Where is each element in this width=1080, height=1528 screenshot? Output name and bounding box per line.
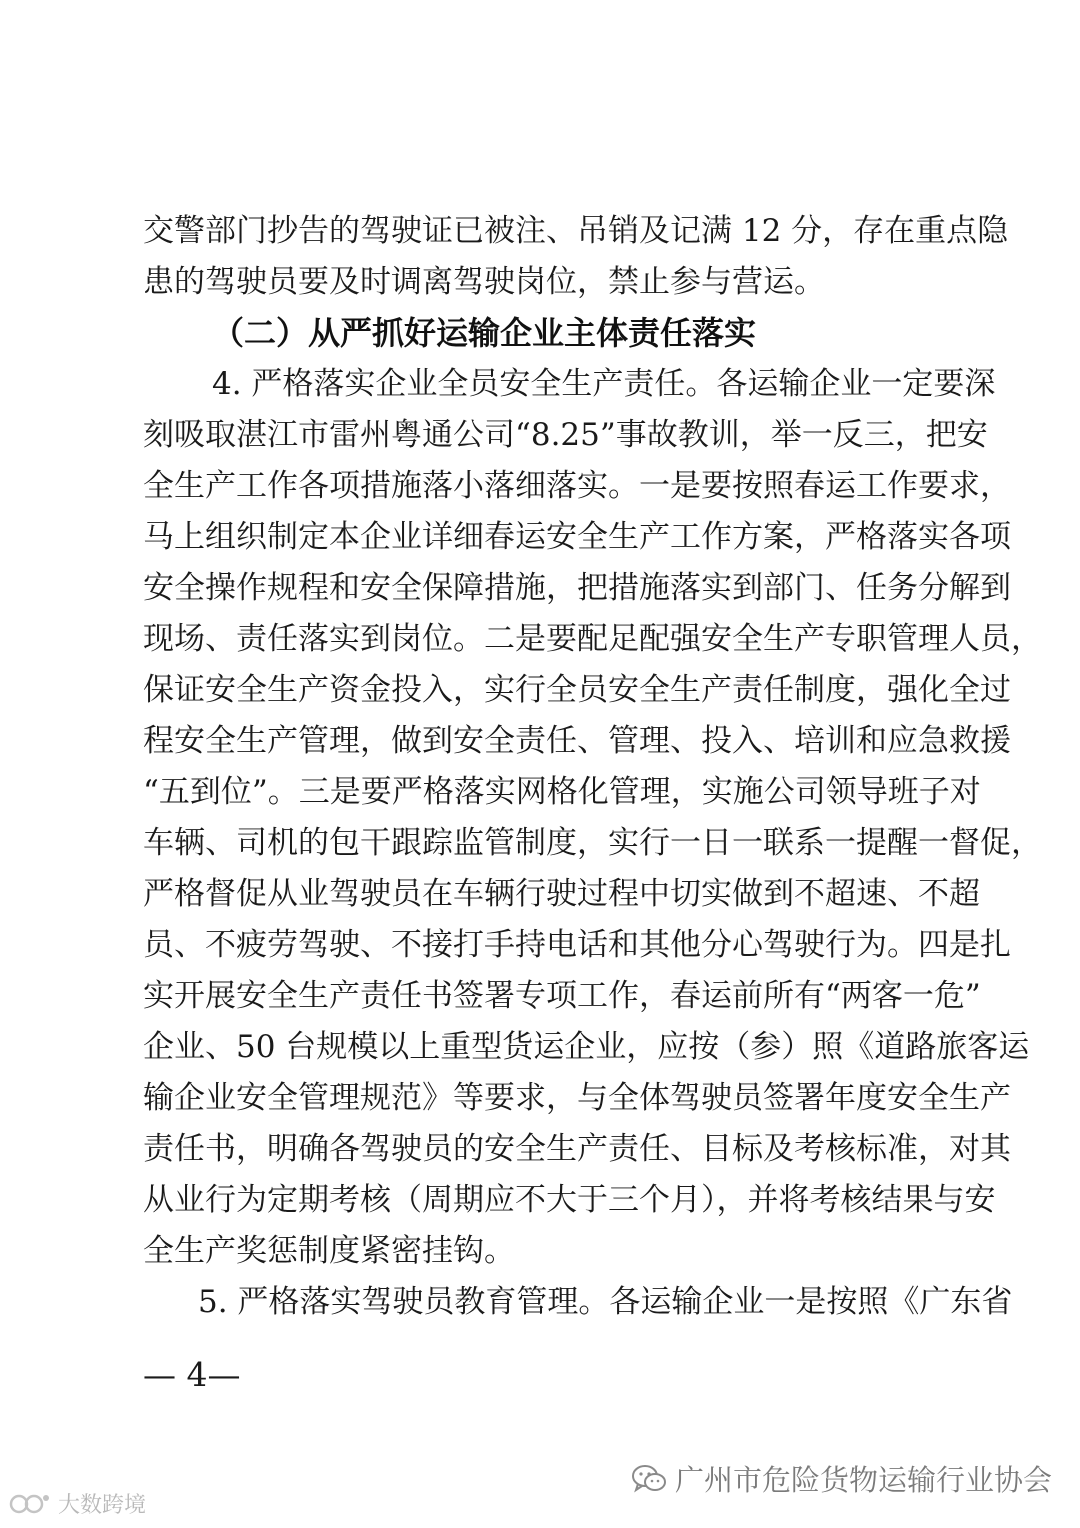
paragraph-line: 企业、50 台规模以上重型货运企业，应按（参）照《道路旅客运 [143, 1029, 1030, 1065]
page-number: — 4— [143, 1355, 241, 1394]
text-line: 患的驾驶员要及时调离驾驶岗位，禁止参与营运。 [143, 264, 825, 300]
paragraph-line: 从业行为定期考核（周期应不大于三个月），并将考核结果与安 [143, 1182, 996, 1218]
paragraph-line: 输企业安全管理规范》等要求，与全体驾驶员签署年度安全生产 [143, 1080, 1011, 1116]
paragraph-line: 马上组织制定本企业详细春运安全生产工作方案，严格落实各项 [143, 519, 1011, 555]
wechat-account-name: 广州市危险货物运输行业协会 [674, 1463, 1052, 1497]
wechat-icon [631, 1463, 667, 1495]
paragraph-line: 现场、责任落实到岗位。二是要配足配强安全生产专职管理人员， [143, 621, 1042, 657]
paragraph-line: 保证安全生产资金投入，实行全员安全生产责任制度，强化全过 [143, 672, 1011, 708]
paragraph-line: 刻吸取湛江市雷州粤通公司“8.25”事故教训，举一反三，把安 [143, 417, 988, 453]
paragraph-line: 5. 严格落实驾驶员教育管理。各运输企业一是按照《广东省 [198, 1284, 1013, 1320]
brand-name: 大数跨境 [58, 1493, 147, 1518]
brand-logo-icon [8, 1492, 52, 1516]
paragraph-line: “五到位”。三是要严格落实网格化管理，实施公司领导班子对 [143, 774, 981, 810]
paragraph-line: 员、不疲劳驾驶、不接打手持电话和其他分心驾驶行为。四是扎 [143, 927, 1011, 963]
paragraph-line: 全生产工作各项措施落小落细落实。一是要按照春运工作要求， [143, 468, 1011, 504]
paragraph-line: 程安全生产管理，做到安全责任、管理、投入、培训和应急救援 [143, 723, 1011, 759]
paragraph-line: 车辆、司机的包干跟踪监管制度，实行一日一联系一提醒一督促， [143, 825, 1042, 861]
text-line: 交警部门抄告的驾驶证已被注、吊销及记满 12 分，存在重点隐 [143, 213, 1009, 249]
paragraph-line: 实开展安全生产责任书签署专项工作，春运前所有“两客一危” [143, 978, 981, 1014]
paragraph-line: 责任书，明确各驾驶员的安全生产责任、目标及考核标准，对其 [143, 1131, 1011, 1167]
paragraph-line: 安全操作规程和安全保障措施，把措施落实到部门、任务分解到 [143, 570, 1011, 606]
paragraph-line: 全生产奖惩制度紧密挂钩。 [143, 1233, 515, 1269]
section-heading: （二）从严抓好运输企业主体责任落实 [212, 314, 757, 352]
paragraph-line: 4. 严格落实企业全员安全生产责任。各运输企业一定要深 [212, 366, 996, 402]
wechat-watermark [631, 1458, 1052, 1499]
paragraph-line: 严格督促从业驾驶员在车辆行驶过程中切实做到不超速、不超 [143, 876, 980, 912]
brand-watermark [8, 1488, 146, 1519]
